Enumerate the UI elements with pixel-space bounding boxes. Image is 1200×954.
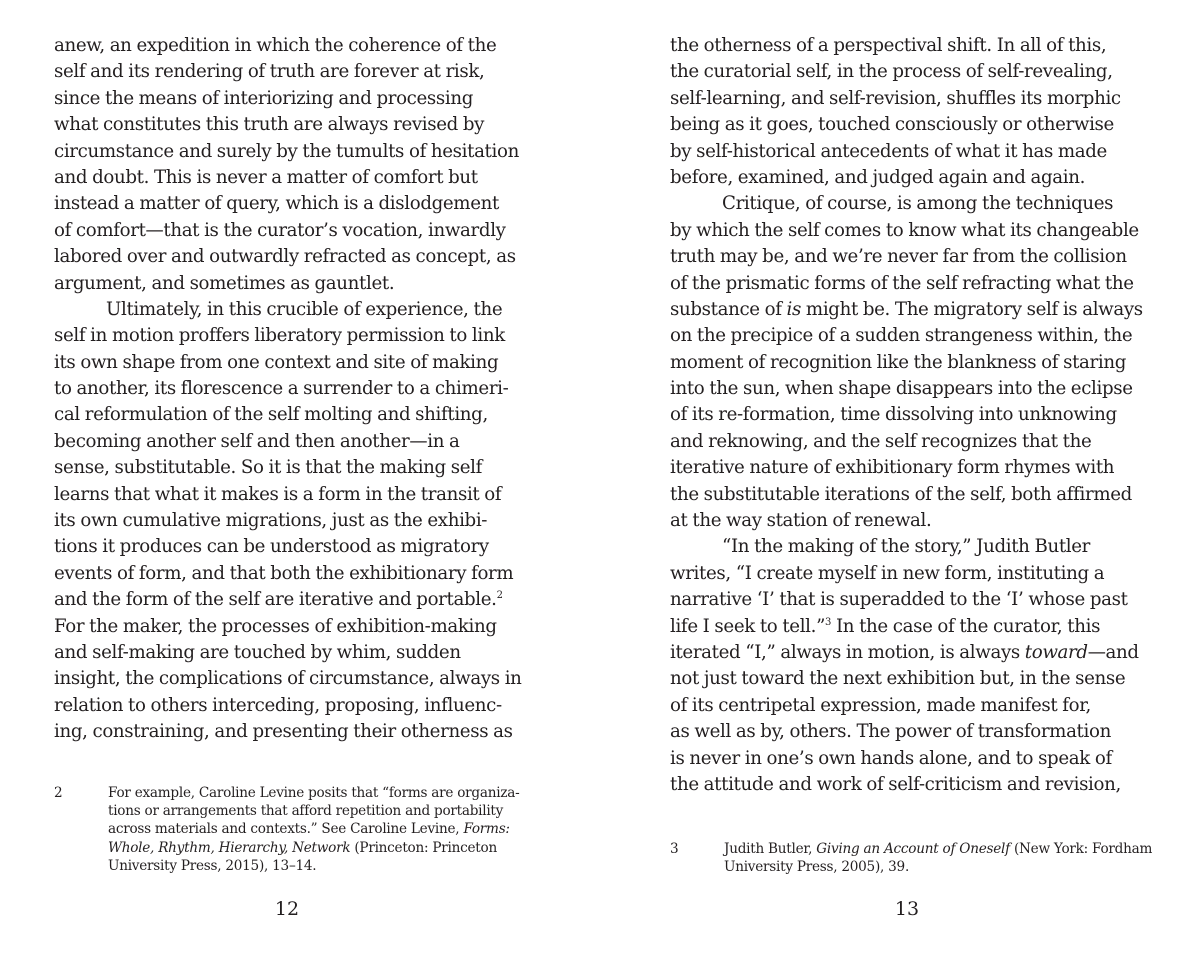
text-line: before, examined, and judged again and again. xyxy=(670,166,1086,188)
text-line: self in motion proffers liberatory permission to link xyxy=(54,325,505,347)
book-title: Forms: xyxy=(463,821,510,838)
text-line: on the precipice of a sudden strangeness within, the xyxy=(670,325,1133,347)
footnote-line xyxy=(724,840,1164,858)
text-line: writes, “I create myself in new form, instituting a xyxy=(670,562,1105,584)
text-line: as well as by, others. The power of transformation xyxy=(670,721,1111,743)
text-segment: and the form of the self are iterative and portable. xyxy=(54,589,497,611)
text-line: argument, and sometimes as gauntlet. xyxy=(54,272,395,294)
footnote-line: University Press, 2005), 39. xyxy=(724,859,910,876)
text-segment: In the case of the curator, this xyxy=(831,615,1101,637)
text-line: of its centripetal expression, made manifest for, xyxy=(670,694,1091,716)
text-segment: iterated “I,” always in motion, is always xyxy=(670,641,1025,663)
footnote-line xyxy=(108,839,548,857)
text-line: of comfort—that is the curator’s vocation, inwardly xyxy=(54,219,506,241)
text-line: moment of recognition like the blankness of staring xyxy=(670,351,1127,373)
text-line: learns that what it makes is a form in the transit of xyxy=(54,483,502,505)
text-line: to another, its florescence a surrender to a chimeri- xyxy=(54,378,509,400)
paragraph-start-line: Critique, of course, is among the techniques xyxy=(722,193,1114,215)
footnote-line: For example, Caroline Levine posits that “forms are organiza- xyxy=(108,785,520,801)
text-line: narrative ‘I’ that is superadded to the ‘I’ whose past xyxy=(670,589,1128,611)
text-line: and self-making are touched by whim, sudden xyxy=(54,641,461,663)
text-line: at the way station of renewal. xyxy=(670,510,932,532)
text-line: ing, constraining, and presenting their otherness as xyxy=(54,721,513,743)
footnote-reference[interactable]: 2 xyxy=(496,590,503,602)
text-line: insight, the complications of circumstance, always in xyxy=(54,668,522,690)
text-segment: —and xyxy=(1087,641,1139,663)
footnote-line xyxy=(108,820,548,838)
text-line: truth may be, and we’re never far from the collision xyxy=(670,246,1127,268)
text-line: and reknowing, and the self recognizes that the xyxy=(670,430,1092,452)
text-line: instead a matter of query, which is a dislodgement xyxy=(54,193,499,215)
text-line: of its re-formation, time dissolving into unknowing xyxy=(670,404,1117,426)
text-segment: might be. The migratory self is always xyxy=(801,298,1143,320)
page-number: 13 xyxy=(894,898,920,920)
text-line: the attitude and work of self-criticism and revision, xyxy=(670,773,1121,795)
text-line: anew, an expedition in which the coherence of the xyxy=(54,35,497,56)
paragraph-start-line: “In the making of the story,” Judith Butler xyxy=(722,536,1091,558)
emphasis: is xyxy=(786,298,801,320)
text-line: and doubt. This is never a matter of comfort but xyxy=(54,166,478,188)
text-line: events of form, and that both the exhibitionary form xyxy=(54,562,514,584)
text-line: iterative nature of exhibitionary form rhymes with xyxy=(670,457,1115,479)
book-title: Giving an Account of Oneself xyxy=(816,841,1010,857)
footnote-line: tions or arrangements that afford repetition and portability xyxy=(108,803,504,820)
text-segment: (Princeton: Princeton xyxy=(350,839,497,856)
text-line: is never in one’s own hands alone, and to speak of xyxy=(670,747,1112,769)
text-line xyxy=(670,614,1160,640)
text-line: what constitutes this truth are always revised by xyxy=(54,114,485,136)
text-segment: substance of xyxy=(670,298,787,320)
footnote-line: University Press, 2015), 13–14. xyxy=(108,857,317,874)
footnote-text xyxy=(108,784,548,875)
book-title: Whole, Rhythm, Hierarchy, Network xyxy=(108,839,351,856)
text-line: its own shape from one context and site of making xyxy=(54,351,499,373)
text-line: sense, substitutable. So it is that the making self xyxy=(54,457,482,479)
text-line xyxy=(670,640,1160,666)
text-line: not just toward the next exhibition but, in the sense xyxy=(670,668,1126,690)
left-body-text xyxy=(54,33,544,746)
text-line xyxy=(54,587,544,613)
text-line: being as it goes, touched consciously or otherwise xyxy=(670,114,1114,136)
text-line: becoming another self and then another—in a xyxy=(54,430,460,452)
text-line: tions it produces can be understood as migratory xyxy=(54,536,489,558)
text-line: relation to others interceding, proposing, influenc- xyxy=(54,694,502,716)
text-segment: life I seek to tell.” xyxy=(670,615,826,637)
footnote-number: 3 xyxy=(670,841,679,857)
text-line: labored over and outwardly refracted as concept, as xyxy=(54,246,516,268)
text-line: the otherness of a perspectival shift. In all of this, xyxy=(670,35,1107,56)
text-line: For the maker, the processes of exhibition-making xyxy=(54,615,497,637)
text-line: into the sun, when shape disappears into the eclipse xyxy=(670,378,1133,400)
text-line xyxy=(670,297,1160,323)
paragraph-start-line: Ultimately, in this crucible of experience, the xyxy=(106,298,503,320)
page-number: 12 xyxy=(274,898,300,920)
right-page xyxy=(600,0,1200,954)
text-line: self-learning, and self-revision, shuffles its morphic xyxy=(670,87,1121,109)
text-line: cal reformulation of the self molting and shifting, xyxy=(54,404,488,426)
footnote-text xyxy=(724,840,1164,876)
text-segment: across materials and contexts.” See Caroline Levine, xyxy=(108,821,464,838)
text-line: the curatorial self, in the process of self-revealing, xyxy=(670,61,1113,83)
text-line: self and its rendering of truth are forever at risk, xyxy=(54,61,485,83)
text-line: since the means of interiorizing and processing xyxy=(54,87,474,109)
text-line: by self-historical antecedents of what it has made xyxy=(670,140,1107,162)
text-segment: Judith Butler, xyxy=(724,841,817,857)
text-line: the substitutable iterations of the self, both affirmed xyxy=(670,483,1132,505)
footnote-reference[interactable]: 3 xyxy=(825,616,832,628)
text-line: of the prismatic forms of the self refracting what the xyxy=(670,272,1134,294)
emphasis: toward xyxy=(1024,641,1088,663)
text-segment: (New York: Fordham xyxy=(1009,841,1153,857)
right-body-text xyxy=(670,33,1160,798)
text-line: by which the self comes to know what its changeable xyxy=(670,219,1139,241)
footnote-number: 2 xyxy=(54,785,63,801)
text-line: circumstance and surely by the tumults of hesitation xyxy=(54,140,519,162)
text-line: its own cumulative migrations, just as the exhibi- xyxy=(54,510,488,532)
